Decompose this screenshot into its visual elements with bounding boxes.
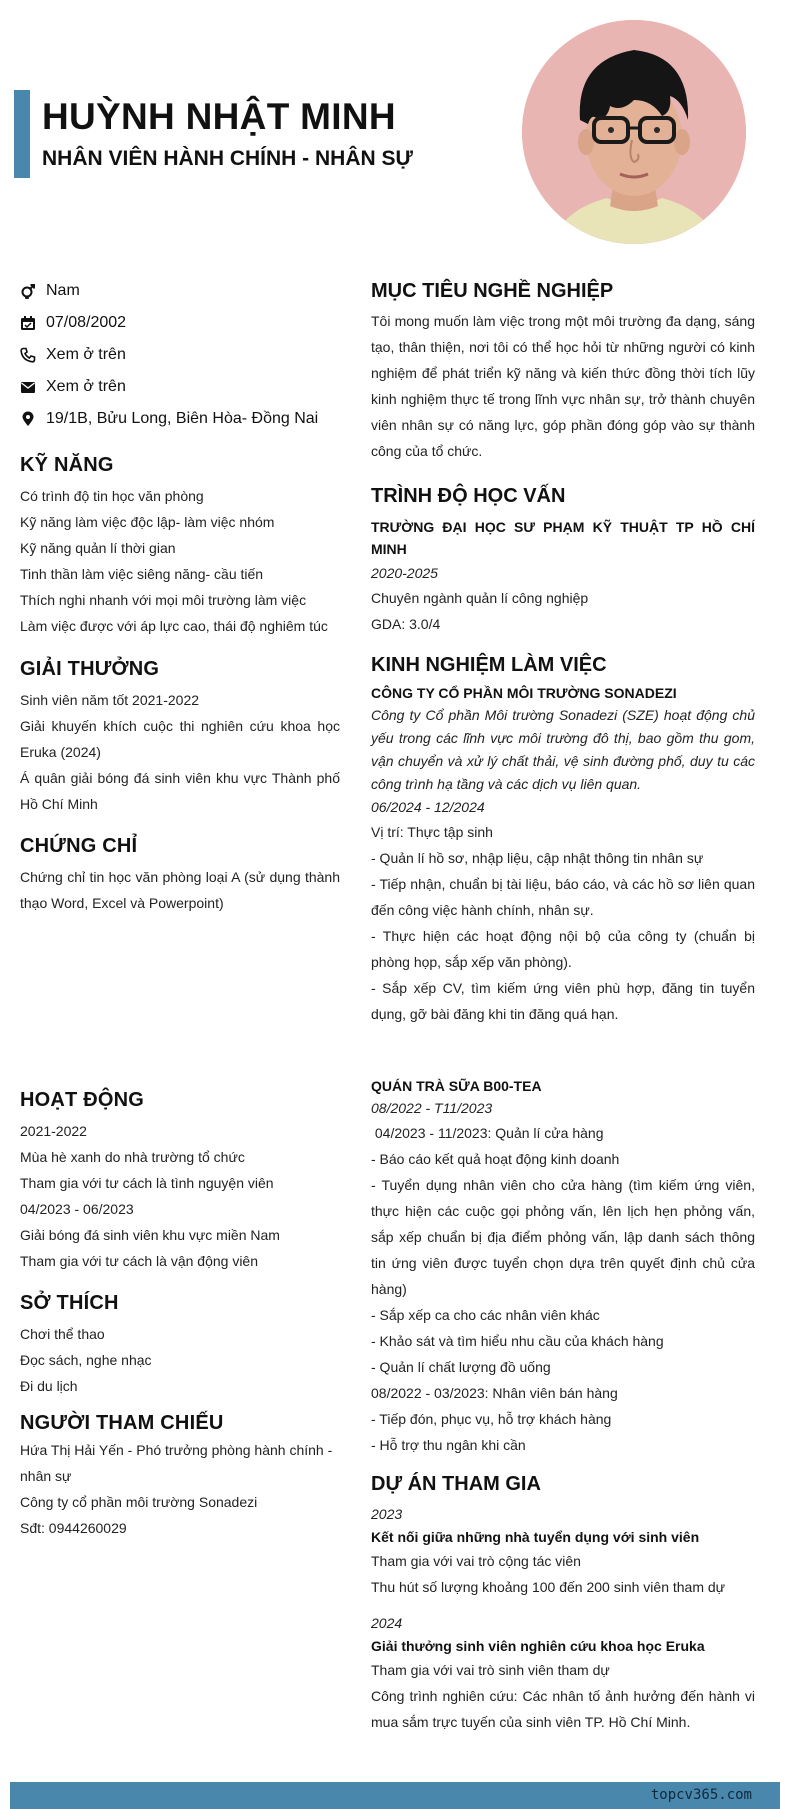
contact-info: [20, 275, 340, 435]
experience-section: [371, 654, 755, 1027]
activity-item: 2021-2022: [20, 1123, 87, 1139]
award-item: Sinh viên năm tốt 2021-2022: [20, 692, 200, 708]
award-item: Á quân giải bóng đá sinh viên khu vực Thành phố Hồ Chí Minh: [20, 770, 340, 812]
skill-item: Thích nghi nhanh với mọi môi trường làm việc: [20, 592, 307, 608]
location-pin-icon: [20, 411, 36, 427]
project-name: Kết nối giữa những nhà tuyển dụng với sinh viên: [371, 1529, 700, 1545]
hobbies-title: SỞ THÍCH: [20, 1292, 119, 1314]
left-column: [20, 275, 340, 1536]
education-period: 2020-2025: [371, 565, 438, 581]
activities-title: HOẠT ĐỘNG: [20, 1089, 145, 1111]
candidate-job-title: NHÂN VIÊN HÀNH CHÍNH - NHÂN SỰ: [42, 147, 413, 170]
email-value: Xem ở trên: [46, 378, 126, 395]
awards-section: [20, 658, 340, 817]
calendar-icon: [20, 315, 36, 331]
job-period: 06/2024 - 12/2024: [371, 799, 485, 815]
school-name: TRƯỜNG ĐẠI HỌC SƯ PHẠM KỸ THUẬT TP HỒ CHÍ MINH: [371, 519, 755, 557]
phone-value: Xem ở trên: [46, 346, 126, 363]
project-year: 2024: [371, 1615, 403, 1631]
job-line: - Thực hiện các hoạt động nội bộ của công ty (chuẩn bị phòng họp, sắp xếp văn phòng).: [371, 928, 755, 970]
projects-section: [371, 1473, 755, 1735]
certificates-title: CHỨNG CHỈ: [20, 835, 138, 857]
birthday-value: 07/08/2002: [46, 314, 127, 331]
job-line: - Tiếp nhận, chuẩn bị tài liệu, báo cáo, và các hồ sơ liên quan đến công việc hành chính, nhân sự.: [371, 876, 755, 918]
education-title: TRÌNH ĐỘ HỌC VẤN: [371, 485, 566, 507]
activities-section: [20, 1089, 340, 1274]
company-name: QUÁN TRÀ SỮA B00-TEA: [371, 1078, 542, 1094]
job-line: - Hỗ trợ thu ngân khi cần: [371, 1437, 526, 1453]
skill-item: Làm việc được với áp lực cao, thái độ nghiêm túc: [20, 618, 328, 634]
skill-item: Tinh thần làm việc siêng năng- cầu tiến: [20, 566, 264, 582]
contact-gender: [20, 275, 340, 307]
job-line: 08/2022 - 03/2023: Nhân viên bán hàng: [371, 1385, 618, 1401]
right-column: [371, 280, 755, 1730]
certificate-item: Chứng chỉ tin học văn phòng loại A (sử dụng thành thạo Word, Excel và Powerpoint): [20, 869, 340, 911]
activity-item: Tham gia với tư cách là tình nguyện viên: [20, 1175, 274, 1191]
profile-photo: [522, 20, 746, 244]
contact-birthday: [20, 307, 340, 339]
job-line: - Quản lí chất lượng đồ uống: [371, 1359, 551, 1375]
activity-item: Mùa hè xanh do nhà trường tổ chức: [20, 1149, 245, 1165]
project-line: Tham gia với vai trò cộng tác viên: [371, 1553, 581, 1569]
contact-address: [20, 403, 340, 435]
projects-title: DỰ ÁN THAM GIA: [371, 1473, 541, 1495]
company-name: CÔNG TY CỔ PHẦN MÔI TRƯỜNG SONADEZI: [371, 685, 677, 701]
reference-item: Hứa Thị Hải Yến - Phó trưởng phòng hành chính - nhân sự: [20, 1442, 333, 1484]
references-section: [20, 1412, 340, 1541]
envelope-icon: [20, 379, 36, 395]
objective-title: MỤC TIÊU NGHỀ NGHIỆP: [371, 280, 614, 302]
skill-item: Kỹ năng quản lí thời gian: [20, 540, 176, 556]
skills-section: [20, 454, 340, 639]
contact-email: [20, 371, 340, 403]
project-name: Giải thưởng sinh viên nghiên cứu khoa học Eruka: [371, 1638, 705, 1654]
objective-text: Tôi mong muốn làm việc trong một môi trường đa dạng, sáng tạo, thân thiện, nơi tôi có thể học hỏi từ những người có kinh nghiệm để phát triển kỹ năng và kiến thức đồng thời tích lũy kinh nghiệm thực tế trong lĩnh vực nhân sự, trở thành chuyên viên nhân sự có năng lực, góp phần đóng góp vào sự thành công của tổ chức.: [371, 313, 755, 459]
references-title: NGƯỜI THAM CHIẾU: [20, 1412, 224, 1434]
education-section: [371, 485, 755, 637]
header-accent-bar: [14, 90, 30, 178]
job-line: - Khảo sát và tìm hiểu nhu cầu của khách hàng: [371, 1333, 664, 1349]
education-major: Chuyên ngành quản lí công nghiệp: [371, 590, 589, 606]
project-year: 2023: [371, 1506, 403, 1522]
address-value: 19/1B, Bửu Long, Biên Hòa- Đồng Nai: [46, 410, 319, 427]
hobby-item: Chơi thể thao: [20, 1326, 105, 1342]
company-description: Công ty Cổ phần Môi trường Sonadezi (SZE) hoạt động chủ yếu trong các lĩnh vực môi trường đô thị, bao gồm thu gom, vận chuyển và xử lý chất thải, vệ sinh đường phố, duy tu các công trình hạ tầng và các dịch vụ liên quan.: [371, 707, 755, 792]
activity-item: Tham gia với tư cách là vận động viên: [20, 1253, 259, 1269]
project-line: Thu hút số lượng khoảng 100 đến 200 sinh viên tham dự: [371, 1579, 726, 1595]
job-line: - Quản lí hồ sơ, nhập liệu, cập nhật thông tin nhân sự: [371, 850, 704, 866]
hobby-item: Đi du lịch: [20, 1378, 78, 1394]
footer-watermark: topcv365.com: [650, 1787, 752, 1803]
job-line: - Sắp xếp CV, tìm kiếm ứng viên phù hợp, đăng tin tuyển dụng, gỡ bài đăng khi tin đăng quá hạn.: [371, 980, 755, 1022]
activity-item: 04/2023 - 06/2023: [20, 1201, 134, 1217]
objective-section: [371, 280, 755, 464]
skill-item: Kỹ năng làm việc độc lập- làm việc nhóm: [20, 514, 275, 530]
award-item: Giải khuyến khích cuộc thi nghiên cứu khoa học Eruka (2024): [20, 718, 340, 760]
contact-phone: [20, 339, 340, 371]
job-line: - Tuyển dụng nhân viên cho cửa hàng (tìm kiếm ứng viên, thực hiện các cuộc gọi phỏng vấn, lên lịch hẹn phỏng vấn, sắp xếp chuẩn bị địa điểm phỏng vấn, lập danh sách thông tin ứng viên được tuyển chọn dựa trên quyết định chủ cửa hàng): [371, 1177, 755, 1297]
experience-title: KINH NGHIỆM LÀM VIỆC: [371, 654, 607, 676]
reference-item: Công ty cổ phần môi trường Sonadezi: [20, 1494, 258, 1510]
experience-job-2: [371, 1075, 755, 1458]
project-line: Tham gia với vai trò sinh viên tham dự: [371, 1662, 610, 1678]
job-line: 04/2023 - 11/2023: Quản lí cửa hàng: [371, 1125, 604, 1141]
certificates-section: [20, 835, 340, 916]
job-line: - Tiếp đón, phục vụ, hỗ trợ khách hàng: [371, 1411, 612, 1427]
footer-bar: [10, 1782, 780, 1809]
project-line: Công trình nghiên cứu: Các nhân tố ảnh hưởng đến hành vi mua sắm trực tuyến của sinh viên TP. Hồ Chí Minh.: [371, 1688, 755, 1730]
gender-value: Nam: [46, 282, 80, 299]
awards-title: GIẢI THƯỞNG: [20, 658, 160, 680]
hobby-item: Đọc sách, nghe nhạc: [20, 1352, 152, 1368]
skill-item: Có trình độ tin học văn phòng: [20, 488, 204, 504]
gender-icon: [20, 283, 36, 299]
job-line: Vị trí: Thực tập sinh: [371, 824, 493, 840]
job-line: - Báo cáo kết quả hoạt động kinh doanh: [371, 1151, 620, 1167]
education-gpa: GDA: 3.0/4: [371, 616, 441, 632]
skills-title: KỸ NĂNG: [20, 454, 114, 476]
activity-item: Giải bóng đá sinh viên khu vực miền Nam: [20, 1227, 280, 1243]
job-line: - Sắp xếp ca cho các nhân viên khác: [371, 1307, 600, 1323]
hobbies-section: [20, 1292, 340, 1399]
candidate-name: HUỲNH NHẬT MINH: [42, 96, 396, 137]
reference-item: Sđt: 0944260029: [20, 1520, 127, 1536]
phone-icon: [20, 347, 36, 363]
job-period: 08/2022 - T11/2023: [371, 1100, 493, 1116]
